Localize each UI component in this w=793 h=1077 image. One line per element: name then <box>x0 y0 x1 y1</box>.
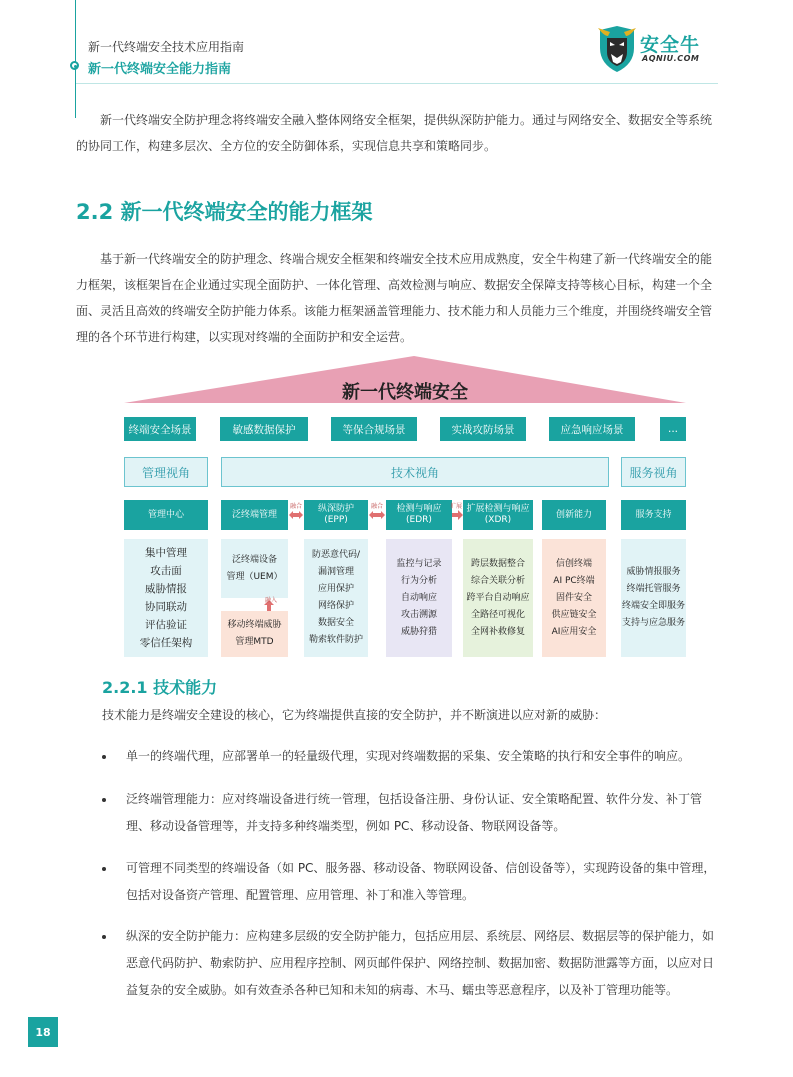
detail-edr: 监控与记录 行为分析 自动响应 攻击溯源 威胁狩猎 <box>386 539 452 657</box>
bull-shield-icon <box>596 24 638 74</box>
detail-uem: 泛终端设备 管理（UEM） <box>221 539 288 598</box>
view-service: 服务视角 <box>621 457 686 487</box>
chapter-title: 新一代终端安全能力指南 <box>88 62 232 77</box>
header-vertical-line <box>75 0 76 118</box>
scene-attack-defense: 实战攻防场景 <box>440 417 526 441</box>
bullet-dot-icon <box>102 935 106 939</box>
capability-framework-diagram <box>124 356 686 660</box>
arrow-label: 融合 <box>371 503 384 510</box>
list-item-text: 可管理不同类型的终端设备（如 PC、服务器、移动设备、物联网设备、信创设备等），实现跨设备的集中管理，包括对设备资产管理、配置管理、应用管理、补丁和准入等管理。 <box>126 861 716 902</box>
cap-epp: 纵深防护 (EPP) <box>304 500 368 530</box>
bullet-dot-icon <box>102 798 106 802</box>
cap-service-support: 服务支持 <box>621 500 686 530</box>
paragraph-2: 基于新一代终端安全的防护理念、终端合规安全框架和终端安全技术应用成熟度，安全牛构建了新一代终端安全的能力框架，该框架旨在企业通过实现全面防护、一体化管理、高效检测与响应、数据安全保障支持等核心目标，构建一个全面、灵活且高效的终端安全防护能力体系。该能力框架涵盖管理能力、技术能力和人员能力三个维度，并围绕终端安全管理的各个环节进行构建，以实现对终端的全面防护和安全运营。 <box>76 252 713 344</box>
cap-management-center: 管理中心 <box>124 500 208 530</box>
cap-xdr: 扩展检测与响应 (XDR) <box>463 500 533 530</box>
subsection-title: 2.2.1 技术能力 <box>102 678 218 697</box>
scene-incident-response: 应急响应场景 <box>549 417 635 441</box>
intro-text: 技术能力是终端安全建设的核心，它为终端提供直接的安全防护，并不断演进以应对新的威胁： <box>102 708 607 722</box>
header-divider <box>76 83 718 84</box>
cap-edr: 检测与响应 (EDR) <box>386 500 452 530</box>
view-management: 管理视角 <box>124 457 208 487</box>
document-title: 新一代终端安全技术应用指南 <box>88 40 245 54</box>
arrow-label: 融合 <box>290 503 303 510</box>
logo-text: 安全牛 <box>640 34 701 56</box>
scene-more: ... <box>660 417 686 441</box>
list-item-text: 泛终端管理能力：应对终端设备进行统一管理，包括设备注册、身份认证、安全策略配置、软件分发、补丁管理、移动设备管理等，并支持多种终端类型，例如 PC、移动设备、物联网设备等。 <box>126 792 703 833</box>
cap-innovation: 创新能力 <box>542 500 606 530</box>
detail-service: 威胁情报服务 终端托管服务 终端安全即服务 支持与应急服务 <box>621 539 686 657</box>
detail-innovation: 信创终端 AI PC终端 固件安全 供应链安全 AI应用安全 <box>542 539 606 657</box>
section-title: 2.2 新一代终端安全的能力框架 <box>76 200 373 224</box>
scene-compliance: 等保合规场景 <box>331 417 417 441</box>
detail-epp: 防恶意代码/ 漏洞管理 应用保护 网络保护 数据安全 勒索软件防护 <box>304 539 368 657</box>
scene-endpoint: 终端安全场景 <box>124 417 196 441</box>
scene-sensitive-data: 敏感数据保护 <box>220 417 308 441</box>
logo <box>596 24 716 74</box>
arrow-label: 融入 <box>265 597 278 604</box>
detail-management: 集中管理 攻击面 威胁情报 协同联动 评估验证 零信任架构 <box>124 539 208 657</box>
list-item-text: 纵深的安全防护能力：应构建多层级的安全防护能力，包括应用层、系统层、网络层、数据层等的保护能力，如恶意代码防护、勒索防护、应用程序控制、网页邮件保护、网络控制、数据加密、数据防泄露等方面，以应对日益复杂的安全威胁。如有效查杀各种已知和未知的病毒、木马、蠕虫等恶意程序，以及补丁管理功能等。 <box>126 929 715 997</box>
page-number: 18 <box>28 1017 58 1047</box>
detail-mtd: 移动终端威胁 管理MTD <box>221 611 288 657</box>
diagram-title: 新一代终端安全 <box>342 382 468 403</box>
detail-xdr: 跨层数据整合 综合关联分析 跨平台自动响应 全路径可视化 全网补救修复 <box>463 539 533 657</box>
bullet-dot-icon <box>102 867 106 871</box>
list-item-text: 单一的终端代理，应部署单一的轻量级代理，实现对终端数据的采集、安全策略的执行和安全事件的响应。 <box>126 749 691 763</box>
logo-subtext: AQNIU.COM <box>642 54 700 63</box>
view-technical: 技术视角 <box>221 457 609 487</box>
cap-endpoint-mgmt: 泛终端管理 <box>221 500 288 530</box>
arrow-label: 扩展 <box>450 503 463 510</box>
bullet-circle-icon <box>70 61 79 70</box>
paragraph-1: 新一代终端安全防护理念将终端安全融入整体网络安全框架，提供纵深防护能力。通过与网络安全、数据安全等系统的协同工作，构建多层次、全方位的安全防御体系，实现信息共享和策略同步。 <box>76 113 713 153</box>
bullet-dot-icon <box>102 755 106 759</box>
